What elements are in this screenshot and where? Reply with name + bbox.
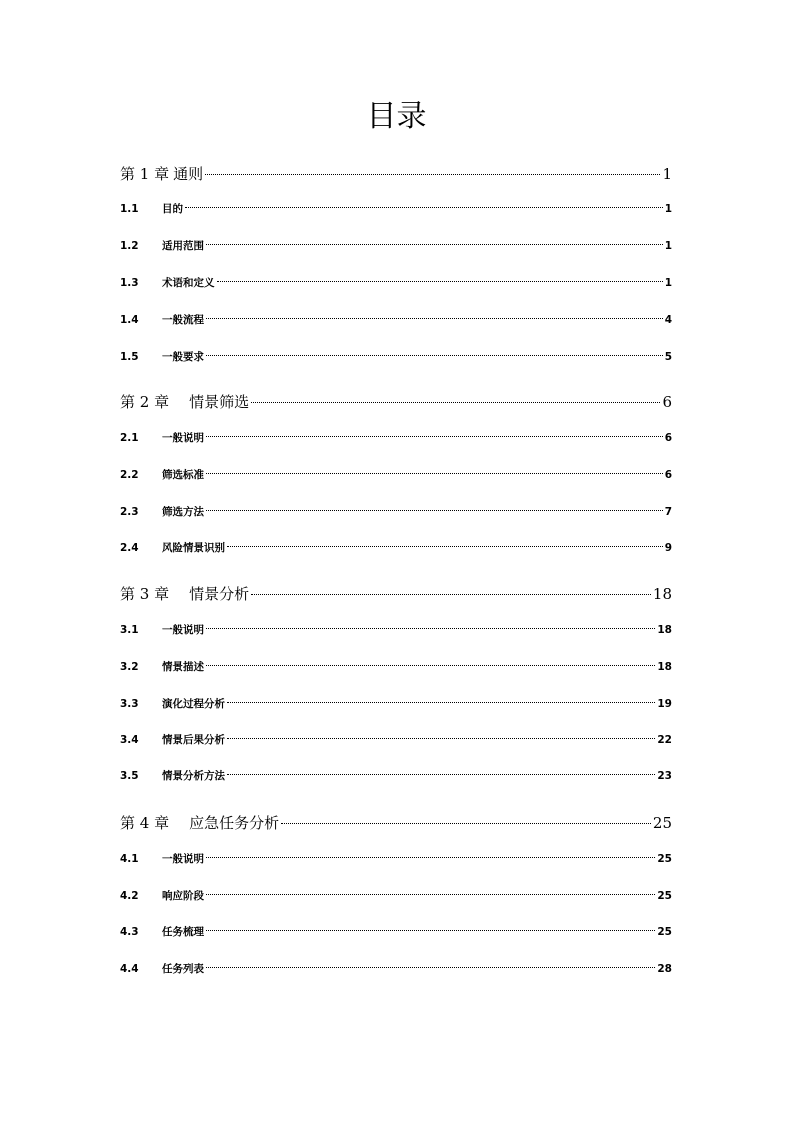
toc-entry-number: 4.4 <box>120 963 139 975</box>
toc-entry-page-number: 7 <box>664 506 672 518</box>
toc-entry-title: 一般流程 <box>162 314 204 326</box>
toc-entry-title: 通则 <box>173 165 204 183</box>
dot-leader <box>227 774 655 775</box>
toc-section-entry[interactable] <box>120 201 672 217</box>
toc-entry-title: 任务列表 <box>162 963 204 975</box>
dot-leader <box>206 244 663 245</box>
toc-entry-page-number: 23 <box>657 770 672 782</box>
toc-entry-page-number: 1 <box>664 240 672 252</box>
toc-entry-page-number: 5 <box>664 351 672 363</box>
toc-entry-page-number: 18 <box>657 624 672 636</box>
toc-entry-page-number: 25 <box>657 890 672 902</box>
toc-entry-title: 风险情景识别 <box>162 542 225 554</box>
toc-entry-number: 3.5 <box>120 770 139 782</box>
toc-entry-page-number: 25 <box>657 926 672 938</box>
toc-entry-number: 1.5 <box>120 351 139 363</box>
toc-entry-number: 3.4 <box>120 734 139 746</box>
toc-entry-number: 2.3 <box>120 506 139 518</box>
toc-section-entry[interactable] <box>120 732 672 748</box>
toc-entry-number: 4.2 <box>120 890 139 902</box>
toc-entry-page-number: 4 <box>664 314 672 326</box>
toc-section-entry[interactable] <box>120 924 672 940</box>
toc-section-entry[interactable] <box>120 961 672 977</box>
toc-section-entry[interactable] <box>120 540 672 556</box>
toc-section-entry[interactable] <box>120 851 672 867</box>
dot-leader <box>227 738 655 739</box>
toc-entry-page-number: 18 <box>652 585 672 603</box>
toc-entry-title: 应急任务分析 <box>189 814 280 832</box>
toc-entry-page-number: 9 <box>664 542 672 554</box>
toc-chapter-entry[interactable] <box>120 163 672 185</box>
toc-section-entry[interactable] <box>120 312 672 328</box>
dot-leader <box>206 355 663 356</box>
toc-section-entry[interactable] <box>120 349 672 365</box>
toc-entry-page-number: 25 <box>657 853 672 865</box>
toc-section-entry[interactable] <box>120 467 672 483</box>
toc-entry-title: 一般说明 <box>162 624 204 636</box>
dot-leader <box>206 628 655 629</box>
dot-leader <box>251 594 651 595</box>
toc-chapter-entry[interactable] <box>120 391 672 413</box>
toc-entry-number: 第 2 章 <box>120 393 170 411</box>
toc-section-entry[interactable] <box>120 430 672 446</box>
toc-entry-number: 1.1 <box>120 203 139 215</box>
dot-leader <box>206 967 655 968</box>
dot-leader <box>227 546 663 547</box>
dot-leader <box>206 436 663 437</box>
toc-entry-number: 1.4 <box>120 314 139 326</box>
dot-leader <box>217 281 663 282</box>
toc-chapter-entry[interactable] <box>120 583 672 605</box>
toc-entry-title: 筛选标准 <box>162 469 204 481</box>
toc-entry-title: 情景后果分析 <box>162 734 225 746</box>
toc-entry-number: 4.3 <box>120 926 139 938</box>
toc-section-entry[interactable] <box>120 275 672 291</box>
toc-entry-page-number: 6 <box>662 393 672 411</box>
dot-leader <box>206 857 655 858</box>
toc-entry-page-number: 1 <box>664 203 672 215</box>
dot-leader <box>206 510 663 511</box>
toc-entry-number: 2.2 <box>120 469 139 481</box>
toc-entry-page-number: 1 <box>662 165 672 183</box>
toc-entry-number: 第 1 章 <box>120 165 170 183</box>
dot-leader <box>206 930 655 931</box>
toc-entry-number: 3.1 <box>120 624 139 636</box>
dot-leader <box>206 473 663 474</box>
dot-leader <box>206 318 663 319</box>
toc-entry-title: 情景分析 <box>189 585 250 603</box>
dot-leader <box>227 702 655 703</box>
toc-entry-title: 一般要求 <box>162 351 204 363</box>
toc-entry-title: 任务梳理 <box>162 926 204 938</box>
toc-section-entry[interactable] <box>120 622 672 638</box>
toc-entry-title: 筛选方法 <box>162 506 204 518</box>
dot-leader <box>205 174 660 175</box>
toc-section-entry[interactable] <box>120 888 672 904</box>
toc-entry-page-number: 18 <box>657 661 672 673</box>
toc-entry-page-number: 28 <box>657 963 672 975</box>
toc-entry-title: 演化过程分析 <box>162 698 225 710</box>
dot-leader <box>281 823 651 824</box>
toc-entry-title: 目的 <box>162 203 183 215</box>
toc-entry-page-number: 6 <box>664 432 672 444</box>
toc-section-entry[interactable] <box>120 696 672 712</box>
toc-entry-title: 情景分析方法 <box>162 770 225 782</box>
toc-entry-number: 4.1 <box>120 853 139 865</box>
toc-entry-number: 1.2 <box>120 240 139 252</box>
toc-entry-title: 响应阶段 <box>162 890 204 902</box>
toc-entry-page-number: 22 <box>657 734 672 746</box>
toc-entry-title: 适用范围 <box>162 240 204 252</box>
toc-entry-number: 1.3 <box>120 277 139 289</box>
toc-entry-number: 第 4 章 <box>120 814 170 832</box>
toc-entry-page-number: 1 <box>664 277 672 289</box>
toc-entry-title: 情景筛选 <box>189 393 250 411</box>
toc-section-entry[interactable] <box>120 504 672 520</box>
toc-entry-page-number: 6 <box>664 469 672 481</box>
toc-entry-number: 2.1 <box>120 432 139 444</box>
toc-entry-number: 2.4 <box>120 542 139 554</box>
toc-entry-number: 第 3 章 <box>120 585 170 603</box>
toc-section-entry[interactable] <box>120 659 672 675</box>
toc-entry-title: 一般说明 <box>162 853 204 865</box>
toc-entry-page-number: 25 <box>652 814 672 832</box>
toc-entry-title: 情景描述 <box>162 661 204 673</box>
dot-leader <box>185 207 663 208</box>
page-title: 目录 <box>366 99 427 134</box>
toc-entry-page-number: 19 <box>657 698 672 710</box>
toc-chapter-entry[interactable] <box>120 812 672 834</box>
toc-entry-number: 3.2 <box>120 661 139 673</box>
dot-leader <box>251 402 660 403</box>
dot-leader <box>206 894 655 895</box>
toc-entry-title: 术语和定义 <box>162 277 215 289</box>
toc-section-entry[interactable] <box>120 768 672 784</box>
toc-section-entry[interactable] <box>120 238 672 254</box>
dot-leader <box>206 665 655 666</box>
toc-entry-title: 一般说明 <box>162 432 204 444</box>
toc-entry-number: 3.3 <box>120 698 139 710</box>
